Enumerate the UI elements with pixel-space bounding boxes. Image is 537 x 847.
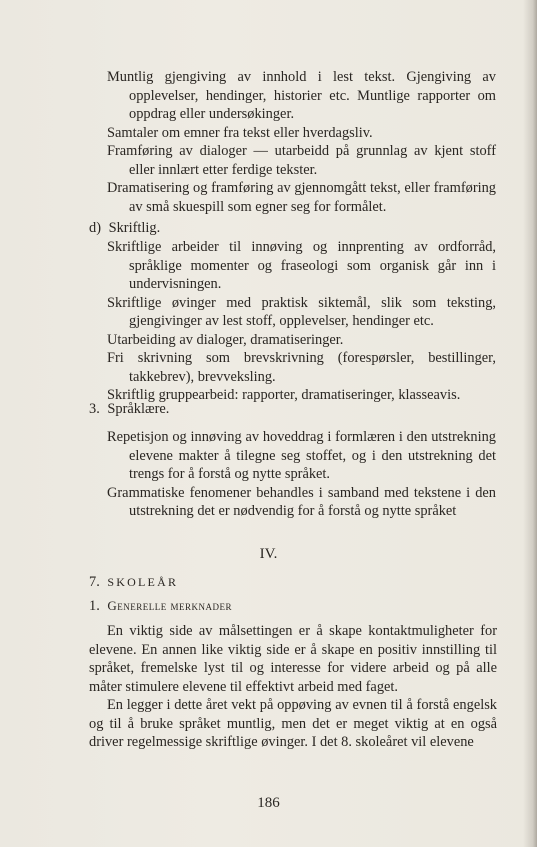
body-paragraph: En viktig side av målsettingen er å skape kontaktmuligheter for elevene. En annen like viktig side er å skape en positiv innstilling til språket, fremelske lyst til og interesse for videre arbeid og på alle måter stimulere elevene til effektivt arbeid med faget. (89, 623, 497, 695)
list-item: Dramatisering og framføring av gjennomgått tekst, eller framføring av små skuespill som egner seg for formålet. (107, 180, 496, 215)
list-item: Utarbeiding av dialoger, dramatiseringer. (107, 331, 344, 348)
list-item: Framføring av dialoger — utarbeidd på grunnlag av kjent stoff eller innlært etter ferdige tekster. (107, 143, 496, 178)
section-d-label: d) (89, 220, 101, 236)
list-item: Muntlig gjengiving av innhold i lest tekst. Gjengiving av opplevelser, hendinger, historier etc. Muntlige rapporter om oppdrag eller undersøkinger. (107, 69, 496, 122)
page-number: 186 (257, 795, 280, 811)
section-3-title: Språklære. (107, 401, 170, 417)
list-item: Grammatiske fenomener behandles i samband med tekstene i den utstrekning det er nødvendig for å forstå og nytte språket (107, 484, 496, 519)
school-year-title: SKOLEÅR (107, 575, 179, 589)
subsection-title: Generelle merknader (107, 598, 233, 613)
list-item: Repetisjon og innøving av hoveddrag i formlæren i den utstrekning elevene makter å tilegne seg stoffet, og i den utstrekning det trengs for å forstå og nytte språket. (107, 429, 496, 482)
section-3-heading (89, 400, 509, 419)
school-year-number: 7. (89, 574, 100, 590)
subsection-number: 1. (89, 598, 100, 614)
list-item: Skriftlig gruppearbeid: rapporter, dramatiseringer, klasseavis. (107, 387, 461, 403)
list-item: Fri skrivning som brevskrivning (forespørsler, bestillinger, takkebrev), brevveksling. (107, 350, 496, 385)
list-item: Samtaler om emner fra tekst eller hverdagsliv. (107, 124, 373, 141)
body-paragraph: En legger i dette året vekt på oppøving av evnen til å forstå engelsk og til å bruke språket muntlig, men det er meget viktig at en også driver regelmessige skriftlige øvinger. I det 8. skoleåret vil elevene (89, 697, 497, 750)
section-d-heading (89, 219, 509, 238)
list-item: Skriftlige arbeider til innøving og innprenting av ordforråd, språklige momenter og fraseologi som organisk går inn i undervisningen. (107, 239, 496, 292)
section-3-label: 3. (89, 401, 100, 417)
page-edge-shadow (523, 0, 537, 847)
list-item: Skriftlige øvinger med praktisk siktemål, slik som teksting, gjengivinger av lest stoff, opplevelser, hendinger etc. (107, 294, 496, 329)
roman-numeral-heading: IV. (259, 546, 278, 562)
school-year-heading (89, 573, 389, 592)
grammar-block (107, 428, 496, 521)
subsection-heading (89, 597, 409, 616)
body-text (89, 622, 497, 752)
section-d-title: Skriftlig. (108, 220, 161, 236)
oral-activities-block (107, 68, 496, 216)
written-activities-block (107, 238, 496, 405)
